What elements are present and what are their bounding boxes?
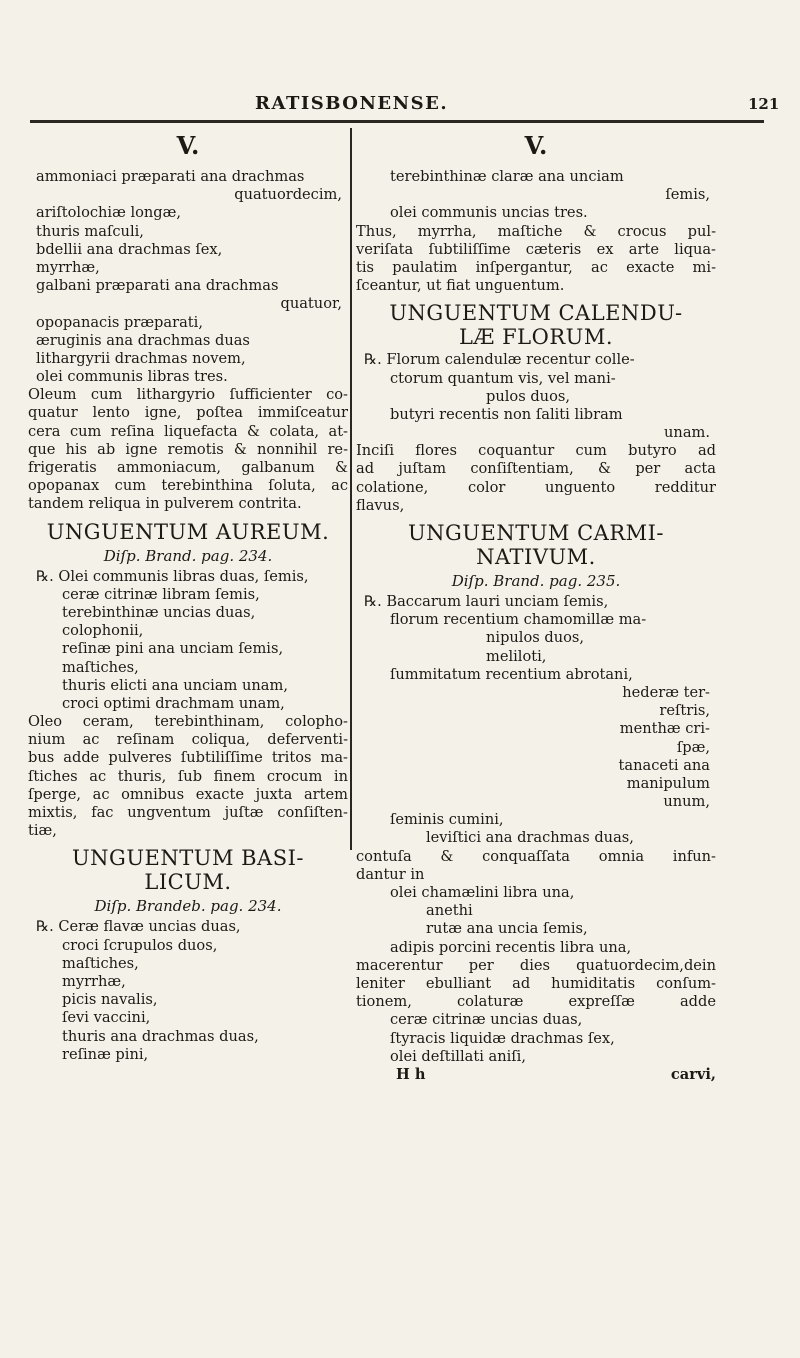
text-line: reſinæ pini ana unciam ſemis, <box>62 640 284 658</box>
text-line: hederæ ter- <box>622 683 710 701</box>
text-line: tiæ, <box>28 822 57 840</box>
text-line: menthæ cri- <box>619 720 710 738</box>
text-line: picis navalis, <box>62 991 158 1009</box>
text-line: ſevi vaccini, <box>62 1009 151 1027</box>
text-line: bus adde pulveres ſubtiliſſime tritos ma- <box>28 749 348 767</box>
text-line: leviſtici ana drachmas duas, <box>426 829 634 847</box>
text-line: ℞. Olei communis libras duas, ſemis, <box>36 567 309 585</box>
text-line: veriſata ſubtiliſſime cæteris ex arte liqua- <box>356 240 716 258</box>
text-line: olei chamælini libra una, <box>390 884 575 901</box>
text-line: nium ac reſinam coliqua, deferventi- <box>28 731 348 749</box>
text-line: thuris maſculi, <box>36 222 144 240</box>
text-line: unum, <box>663 793 710 811</box>
text-line: ad juſtam conſiſtentiam, & per acta <box>356 460 716 478</box>
text-line: opopanax cum terebinthina ſoluta, ac <box>28 477 348 495</box>
text-line: mixtis, fac ungventum juſtæ conſiſten- <box>28 804 348 821</box>
text-line: ſpæ, <box>676 738 710 756</box>
text-line: Oleo ceram, terebinthinam, colopho- <box>28 713 348 731</box>
catchword-line <box>356 1066 716 1084</box>
text-line: ctorum quantum vis, vel mani- <box>390 369 616 387</box>
text-line: myrrhæ, <box>62 972 126 990</box>
right-column-body <box>356 168 716 1066</box>
text-line: adipis porcini recentis libra una, <box>390 938 632 956</box>
header-rule <box>30 120 764 123</box>
text-line: quatuor, <box>280 295 342 313</box>
column-divider <box>350 128 352 850</box>
text-line: nipulos duos, <box>486 629 585 647</box>
text-line: contuſa & conquaſſata omnia infun- <box>356 847 716 865</box>
text-line: anethi <box>426 902 473 920</box>
text-line: lithargyrii drachmas novem, <box>36 349 246 367</box>
section-heading: UNGUENTUM CARMI- NATIVUM. <box>407 521 665 569</box>
text-line: frigeratis ammoniacum, galbanum & <box>28 459 348 476</box>
catchword: carvi, <box>670 1065 716 1083</box>
text-line: ℞. Florum calendulæ recentur colle- <box>364 351 635 369</box>
text-line: ℞. Baccarum lauri unciam ſemis, <box>364 593 609 610</box>
text-line: rutæ ana uncia ſemis, <box>426 920 588 938</box>
text-line: florum recentium chamomillæ ma- <box>390 611 647 629</box>
text-line: manipulum <box>626 774 710 792</box>
text-line: ariſtolochiæ longæ, <box>36 204 181 222</box>
text-line: croci ſcrupulos duos, <box>62 936 218 954</box>
text-line: leniter ebulliant ad humiditatis conſum- <box>356 974 716 992</box>
text-line: ceræ citrinæ uncias duas, <box>390 1011 583 1029</box>
text-line: pulos duos, <box>486 387 570 405</box>
text-line: Inciſi flores coquantur cum butyro ad <box>356 442 716 460</box>
text-line: æruginis ana drachmas duas <box>36 331 250 349</box>
dispensatory-reference: Diſp. Brand. pag. 235. <box>451 572 621 590</box>
text-line: butyri recentis non ſaliti libram <box>390 405 623 423</box>
text-line: olei communis uncias tres. <box>390 204 588 222</box>
signature-mark: H h <box>396 1065 426 1083</box>
text-line: ſperge, ac omnibus exacte juxta artem <box>28 785 348 803</box>
text-line: ammoniaci præparati ana drachmas <box>36 168 305 185</box>
text-line: meliloti, <box>486 647 547 665</box>
text-line: olei communis libras tres. <box>36 368 228 386</box>
text-line: tis paulatim inſpergantur, ac exacte mi- <box>356 258 716 276</box>
text-line: Oleum cum lithargyrio ſufficienter co- <box>28 386 348 404</box>
text-line: ſtyracis liquidæ drachmas ſex, <box>390 1029 615 1047</box>
running-head <box>0 93 800 119</box>
text-line: maſtiches, <box>62 658 139 676</box>
text-line: que his ab igne remotis & nonnihil re- <box>28 440 348 458</box>
left-column-body <box>28 168 348 1064</box>
text-line: terebinthinæ claræ ana unciam <box>390 168 624 185</box>
text-line: ſummitatum recentium abrotani, <box>390 665 633 683</box>
text-line: galbani præparati ana drachmas <box>36 277 279 295</box>
text-line: thuris ana drachmas duas, <box>62 1027 259 1045</box>
text-line: tandem reliqua in pulverem contrita. <box>28 495 302 513</box>
section-heading: UNGUENTUM AUREUM. <box>46 519 330 544</box>
right-column <box>356 128 716 1084</box>
text-line: quatur lento igne, poſtea immiſceatur <box>28 404 348 422</box>
text-line: tanaceti ana <box>618 756 710 774</box>
text-line: flavus, <box>356 496 405 514</box>
text-line: dantur in <box>356 865 425 883</box>
running-title: RATISBONENSE. <box>255 93 449 114</box>
text-line: ſemis, <box>665 186 710 204</box>
text-line: ſeminis cumini, <box>390 811 504 829</box>
section-heading: UNGUENTUM CALENDU- LÆ FLORUM. <box>389 301 683 350</box>
text-line: ſtiches ac thuris, ſub finem crocum in <box>28 767 348 785</box>
text-line: quatuordecim, <box>234 186 342 204</box>
text-line: bdellii ana drachmas ſex, <box>36 240 223 258</box>
text-line: reſinæ pini, <box>62 1045 149 1063</box>
text-line: cera cum reſina liquefacta & colata, at- <box>28 422 348 440</box>
text-line: maſtiches, <box>62 954 139 972</box>
text-line: terebinthinæ uncias duas, <box>62 603 256 621</box>
text-line: Thus, myrrha, maſtiche & crocus pul- <box>356 222 716 240</box>
text-line: ceræ citrinæ libram ſemis, <box>62 585 260 603</box>
text-line: colophonii, <box>62 622 144 640</box>
text-line: tionem, colaturæ expreſſæ adde <box>356 993 716 1011</box>
text-line: unam. <box>664 424 710 442</box>
text-line: ℞. Ceræ flavæ uncias duas, <box>36 918 241 936</box>
dispensatory-reference: Diſp. Brandeb. pag. 234. <box>94 897 282 916</box>
text-line: colatione, color unguento redditur <box>356 478 716 496</box>
text-line: olei deſtillati aniſi, <box>390 1047 526 1065</box>
text-line: thuris elicti ana unciam unam, <box>62 676 288 694</box>
text-line: croci optimi drachmam unam, <box>62 694 285 712</box>
text-line: myrrhæ, <box>36 258 100 276</box>
text-line: ſceantur, ut fiat unguentum. <box>356 277 565 295</box>
text-line: macerentur per dies quatuordecim,dein <box>356 956 716 974</box>
left-column <box>28 128 348 1064</box>
dispensatory-reference: Diſp. Brand. pag. 234. <box>103 546 273 565</box>
left-column-mark: V. <box>176 131 200 160</box>
right-column-mark: V. <box>524 131 548 160</box>
text-line: opopanacis præparati, <box>36 313 203 331</box>
page-number: 121 <box>748 95 780 113</box>
text-line: reſtris, <box>659 702 710 720</box>
section-heading: UNGUENTUM BASI- LICUM. <box>71 846 304 895</box>
